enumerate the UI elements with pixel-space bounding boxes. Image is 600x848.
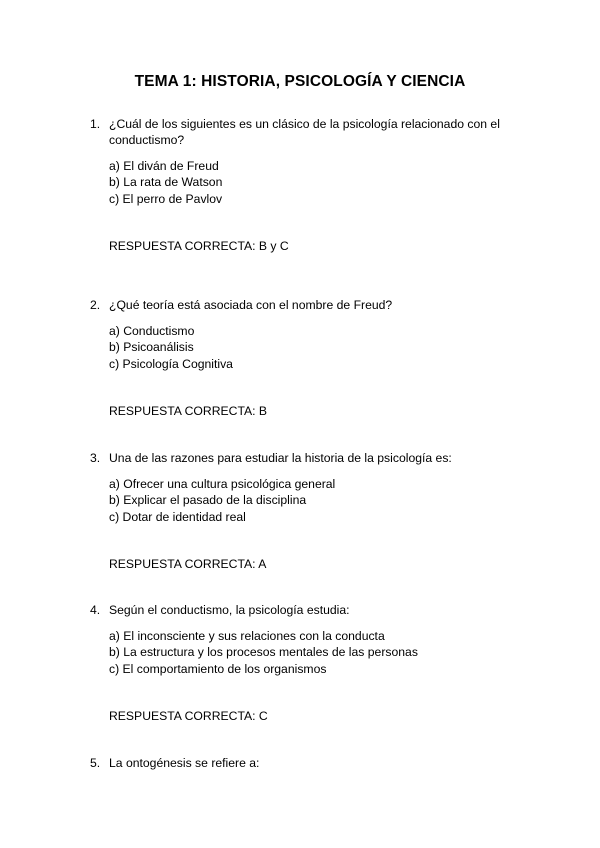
page-title: TEMA 1: HISTORIA, PSICOLOGÍA Y CIENCIA [134,73,466,90]
question-1 [90,116,520,254]
option-b: b) La estructura y los procesos mentales de las personas [109,645,418,660]
option-b: b) Psicoanálisis [109,340,194,355]
question-header [90,450,520,466]
option-b: b) Explicar el pasado de la disciplina [109,493,307,508]
question-header [90,297,520,313]
question-4 [90,602,520,724]
question-number: 2. [90,298,101,312]
option-a: a) Conductismo [109,324,195,338]
correct-answer: RESPUESTA CORRECTA: B [109,403,268,418]
question-text: ¿Qué teoría está asociada con el nombre de Freud? [109,298,393,312]
question-number: 5. [90,756,101,770]
option-list [109,158,520,207]
question-header [90,755,520,771]
question-5 [90,755,520,771]
question-number: 3. [90,451,101,465]
option-list [109,628,520,677]
option-a: a) Ofrecer una cultura psicológica general [109,477,336,491]
question-2 [90,297,520,419]
option-a: a) El inconsciente y sus relaciones con la conducta [109,629,385,643]
question-text: ¿Cuál de los siguientes es un clásico de la psicología relacionado con el conductismo? [109,117,500,147]
question-text: La ontogénesis se refiere a: [109,756,260,770]
question-text: Según el conductismo, la psicología estudia: [109,603,350,617]
correct-answer: RESPUESTA CORRECTA: A [109,556,267,571]
correct-answer: RESPUESTA CORRECTA: C [109,708,268,723]
option-a: a) El diván de Freud [109,159,219,173]
option-c: c) El comportamiento de los organismos [109,661,327,676]
option-list [109,476,520,525]
question-header [90,116,520,148]
option-c: c) Psicología Cognitiva [109,356,233,371]
question-number: 1. [90,117,101,131]
question-number: 4. [90,603,101,617]
option-list [109,323,520,372]
option-c: c) El perro de Pavlov [109,191,223,206]
question-3 [90,450,520,572]
question-text: Una de las razones para estudiar la historia de la psicología es: [109,451,452,465]
correct-answer: RESPUESTA CORRECTA: B y C [109,238,289,253]
option-c: c) Dotar de identidad real [109,509,246,524]
option-b: b) La rata de Watson [109,175,223,190]
question-header [90,602,520,618]
